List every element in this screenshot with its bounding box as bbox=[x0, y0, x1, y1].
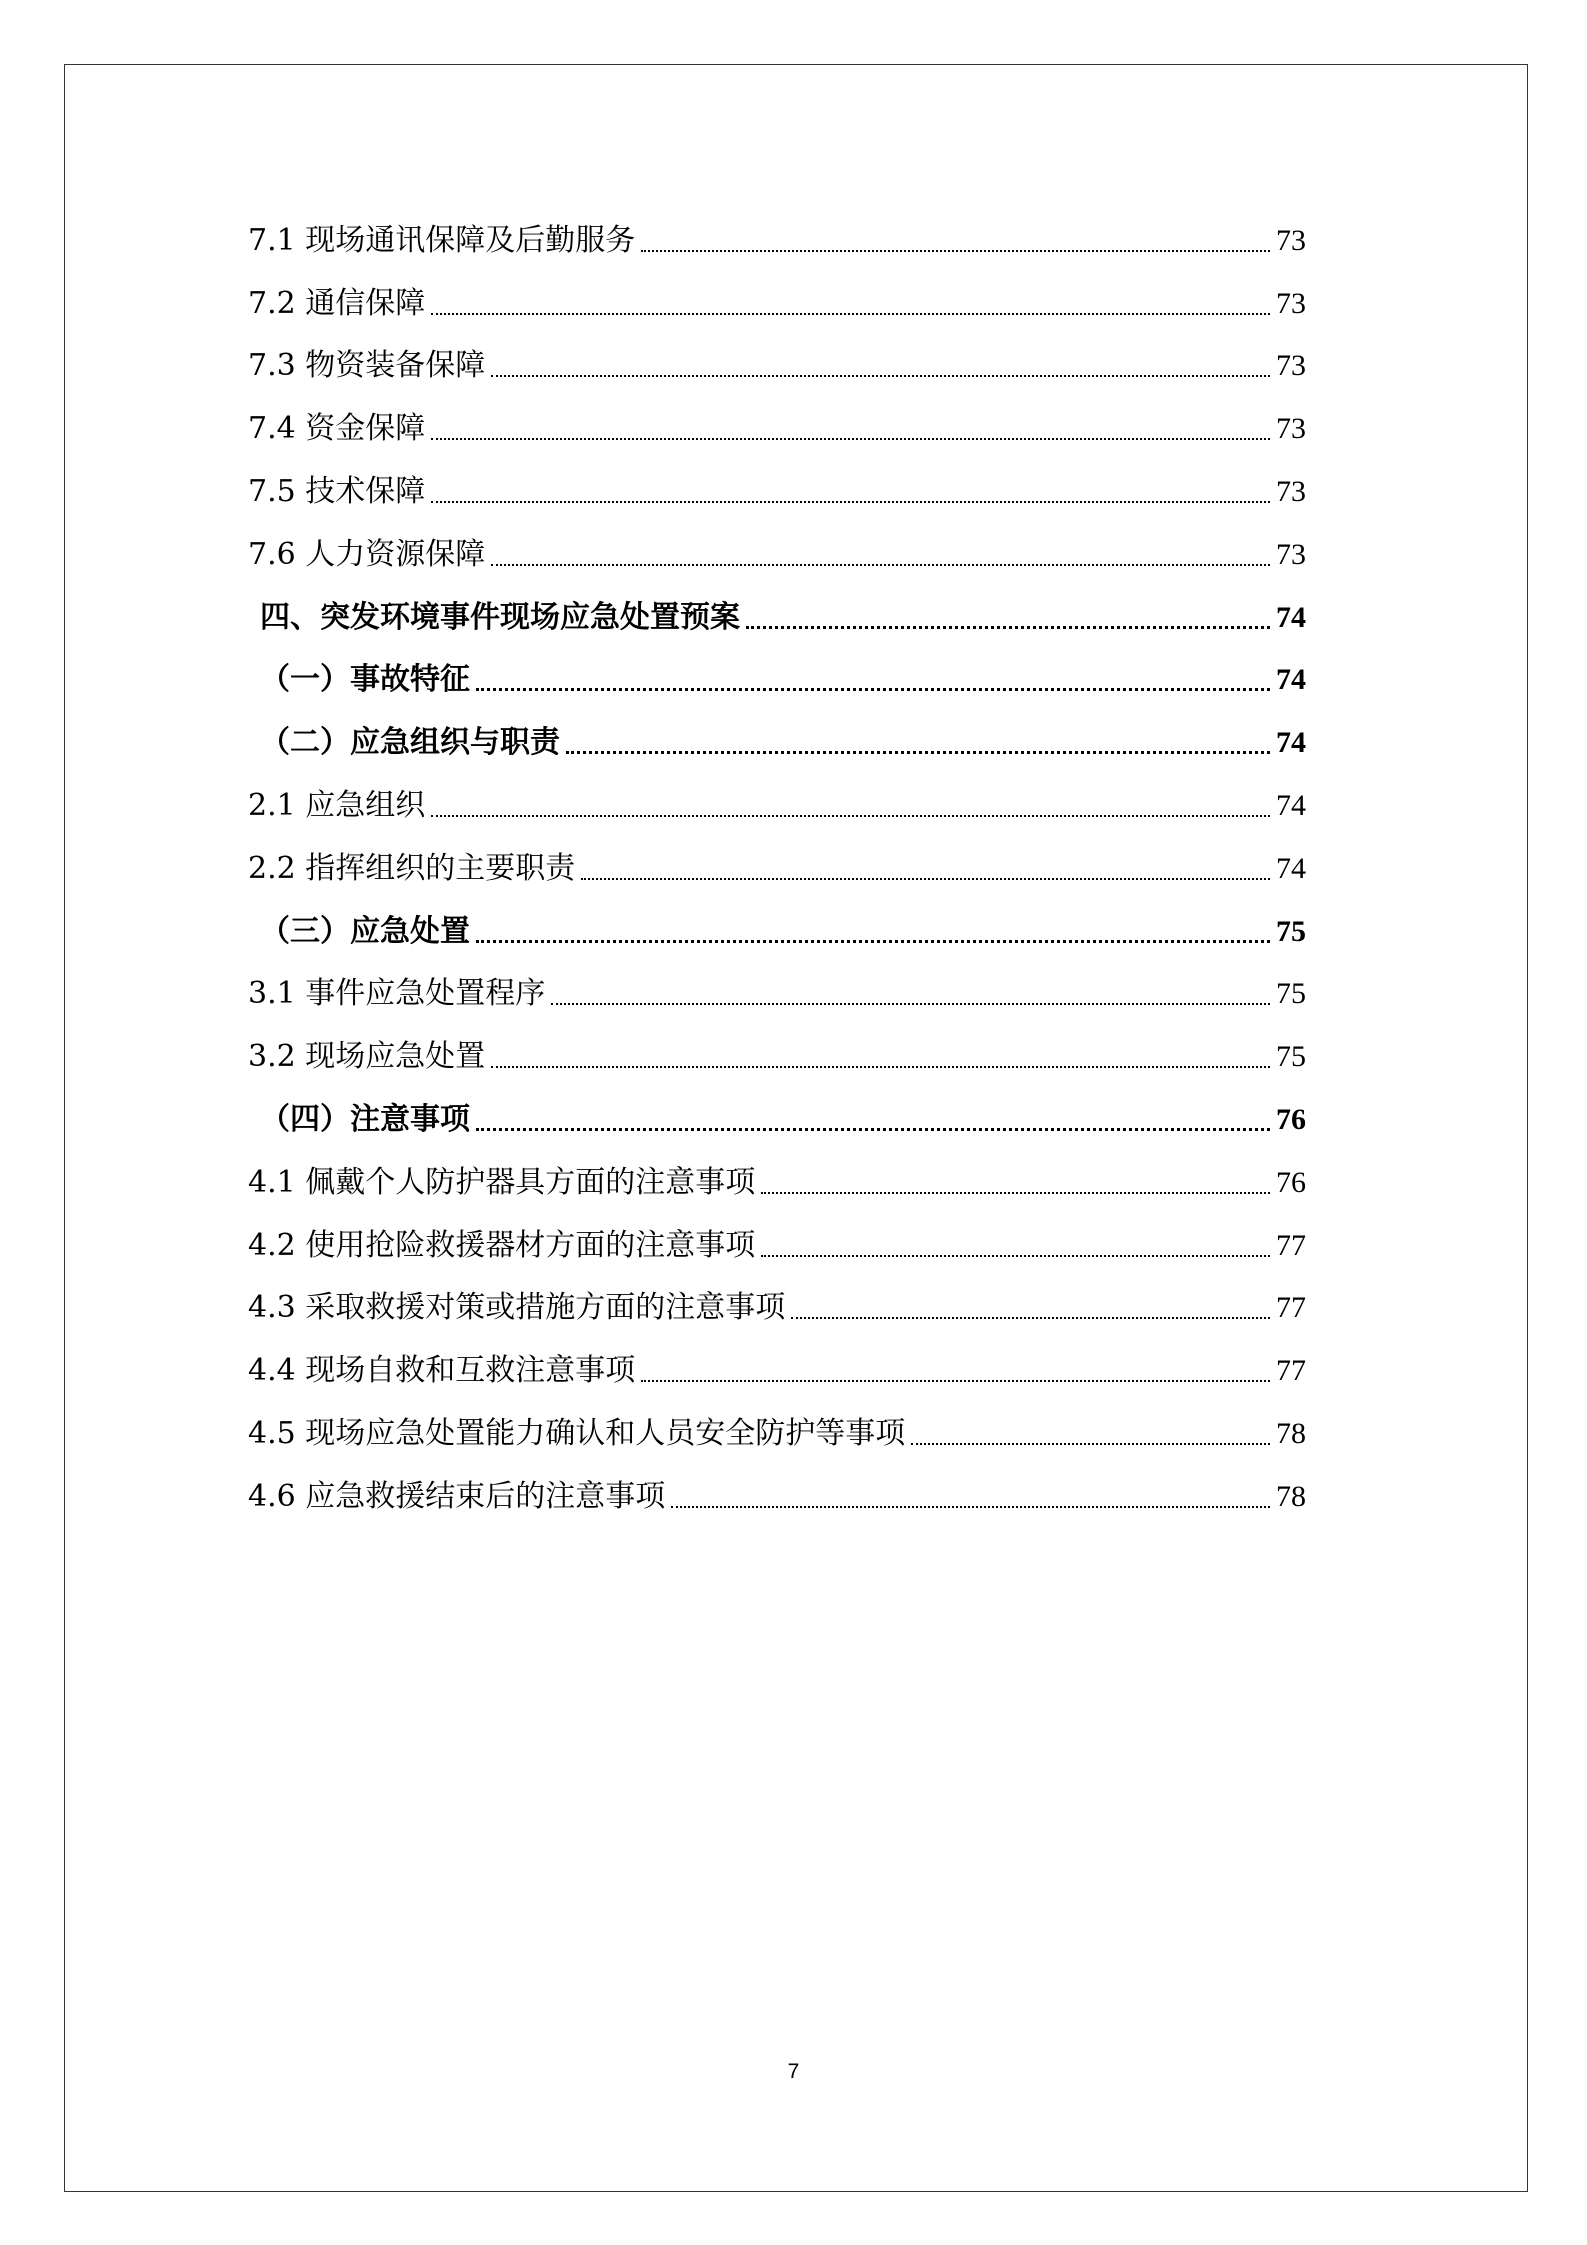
toc-dot-leader bbox=[911, 1443, 1270, 1445]
toc-entry-page: 73 bbox=[1276, 412, 1306, 446]
toc-dot-leader bbox=[746, 626, 1270, 629]
toc-dot-leader bbox=[431, 501, 1270, 503]
toc-entry[interactable] bbox=[248, 198, 1306, 261]
toc-entry-page: 74 bbox=[1276, 663, 1306, 697]
toc-entry-page: 74 bbox=[1276, 600, 1306, 634]
toc-entry-label: 4.2 使用抢险救援器材方面的注意事项 bbox=[248, 1227, 756, 1263]
toc-entry-label: 7.5 技术保障 bbox=[248, 473, 426, 509]
toc-entry-label: 四、突发环境事件现场应急处置预案 bbox=[260, 599, 740, 635]
toc-entry-page: 76 bbox=[1276, 1165, 1306, 1199]
toc-dot-leader bbox=[476, 940, 1270, 943]
toc-dot-leader bbox=[791, 1317, 1270, 1319]
toc-entry[interactable] bbox=[248, 700, 1306, 763]
toc-dot-leader bbox=[671, 1506, 1270, 1508]
toc-dot-leader bbox=[761, 1192, 1270, 1194]
toc-entry[interactable] bbox=[248, 324, 1306, 387]
toc-entry-page: 77 bbox=[1276, 1228, 1306, 1262]
toc-dot-leader bbox=[551, 1003, 1270, 1005]
toc-entry[interactable] bbox=[248, 638, 1306, 701]
toc-entry-label: 3.1 事件应急处置程序 bbox=[248, 976, 546, 1012]
toc-entry-label: 4.3 采取救援对策或措施方面的注意事项 bbox=[248, 1290, 786, 1326]
toc-entry-page: 73 bbox=[1276, 349, 1306, 383]
toc-dot-leader bbox=[581, 878, 1270, 880]
toc-entry[interactable] bbox=[248, 952, 1306, 1015]
toc-entry[interactable] bbox=[248, 261, 1306, 324]
toc-entry-label: 2.2 指挥组织的主要职责 bbox=[248, 850, 576, 886]
toc-dot-leader bbox=[491, 564, 1270, 566]
toc-entry-label: 7.3 物资装备保障 bbox=[248, 348, 486, 384]
toc-dot-leader bbox=[566, 751, 1270, 754]
toc-dot-leader bbox=[491, 375, 1270, 377]
toc-entry-page: 75 bbox=[1276, 1040, 1306, 1074]
toc-dot-leader bbox=[641, 1380, 1270, 1382]
toc-entry-page: 75 bbox=[1276, 914, 1306, 948]
toc-entry-page: 73 bbox=[1276, 537, 1306, 571]
toc-entry-page: 73 bbox=[1276, 286, 1306, 320]
toc-entry-label: 4.4 现场自救和互救注意事项 bbox=[248, 1353, 636, 1389]
toc-entry-page: 75 bbox=[1276, 977, 1306, 1011]
toc-entry-label: 7.1 现场通讯保障及后勤服务 bbox=[248, 222, 636, 258]
table-of-contents bbox=[248, 198, 1306, 1517]
toc-entry[interactable] bbox=[248, 1391, 1306, 1454]
toc-dot-leader bbox=[431, 438, 1270, 440]
toc-dot-leader bbox=[476, 688, 1270, 691]
toc-entry-label: （三）应急处置 bbox=[260, 913, 470, 949]
toc-entry-page: 78 bbox=[1276, 1479, 1306, 1513]
toc-entry[interactable] bbox=[248, 575, 1306, 638]
toc-entry-label: （四）注意事项 bbox=[260, 1101, 470, 1137]
toc-entry-page: 74 bbox=[1276, 851, 1306, 885]
toc-entry-label: 3.2 现场应急处置 bbox=[248, 1039, 486, 1075]
toc-entry-page: 74 bbox=[1276, 726, 1306, 760]
toc-entry[interactable] bbox=[248, 826, 1306, 889]
toc-entry-label: 2.1 应急组织 bbox=[248, 787, 426, 823]
toc-entry[interactable] bbox=[248, 1014, 1306, 1077]
toc-entry-label: 4.5 现场应急处置能力确认和人员安全防护等事项 bbox=[248, 1415, 906, 1451]
toc-entry[interactable] bbox=[248, 889, 1306, 952]
toc-entry-label: （二）应急组织与职责 bbox=[260, 725, 560, 761]
toc-entry[interactable] bbox=[248, 512, 1306, 575]
toc-entry-label: （一）事故特征 bbox=[260, 662, 470, 698]
toc-dot-leader bbox=[476, 1128, 1270, 1131]
toc-dot-leader bbox=[491, 1066, 1270, 1068]
toc-entry-page: 73 bbox=[1276, 474, 1306, 508]
toc-entry[interactable] bbox=[248, 1203, 1306, 1266]
toc-entry-label: 7.4 资金保障 bbox=[248, 411, 426, 447]
toc-entry[interactable] bbox=[248, 763, 1306, 826]
toc-entry-label: 7.6 人力资源保障 bbox=[248, 536, 486, 572]
toc-dot-leader bbox=[431, 313, 1270, 315]
toc-entry-label: 7.2 通信保障 bbox=[248, 285, 426, 321]
toc-entry-page: 77 bbox=[1276, 1354, 1306, 1388]
toc-dot-leader bbox=[431, 815, 1270, 817]
page-number: 7 bbox=[787, 2060, 800, 2083]
toc-dot-leader bbox=[761, 1255, 1270, 1257]
toc-entry[interactable] bbox=[248, 1077, 1306, 1140]
toc-entry[interactable] bbox=[248, 386, 1306, 449]
toc-entry-page: 78 bbox=[1276, 1416, 1306, 1450]
toc-entry-page: 74 bbox=[1276, 788, 1306, 822]
toc-entry-page: 73 bbox=[1276, 223, 1306, 257]
toc-entry[interactable] bbox=[248, 449, 1306, 512]
toc-entry-page: 77 bbox=[1276, 1291, 1306, 1325]
toc-dot-leader bbox=[641, 250, 1270, 252]
toc-entry[interactable] bbox=[248, 1328, 1306, 1391]
toc-entry[interactable] bbox=[248, 1140, 1306, 1203]
toc-entry[interactable] bbox=[248, 1266, 1306, 1329]
toc-entry[interactable] bbox=[248, 1454, 1306, 1517]
toc-entry-label: 4.1 佩戴个人防护器具方面的注意事项 bbox=[248, 1164, 756, 1200]
toc-entry-page: 76 bbox=[1276, 1102, 1306, 1136]
toc-entry-label: 4.6 应急救援结束后的注意事项 bbox=[248, 1478, 666, 1514]
